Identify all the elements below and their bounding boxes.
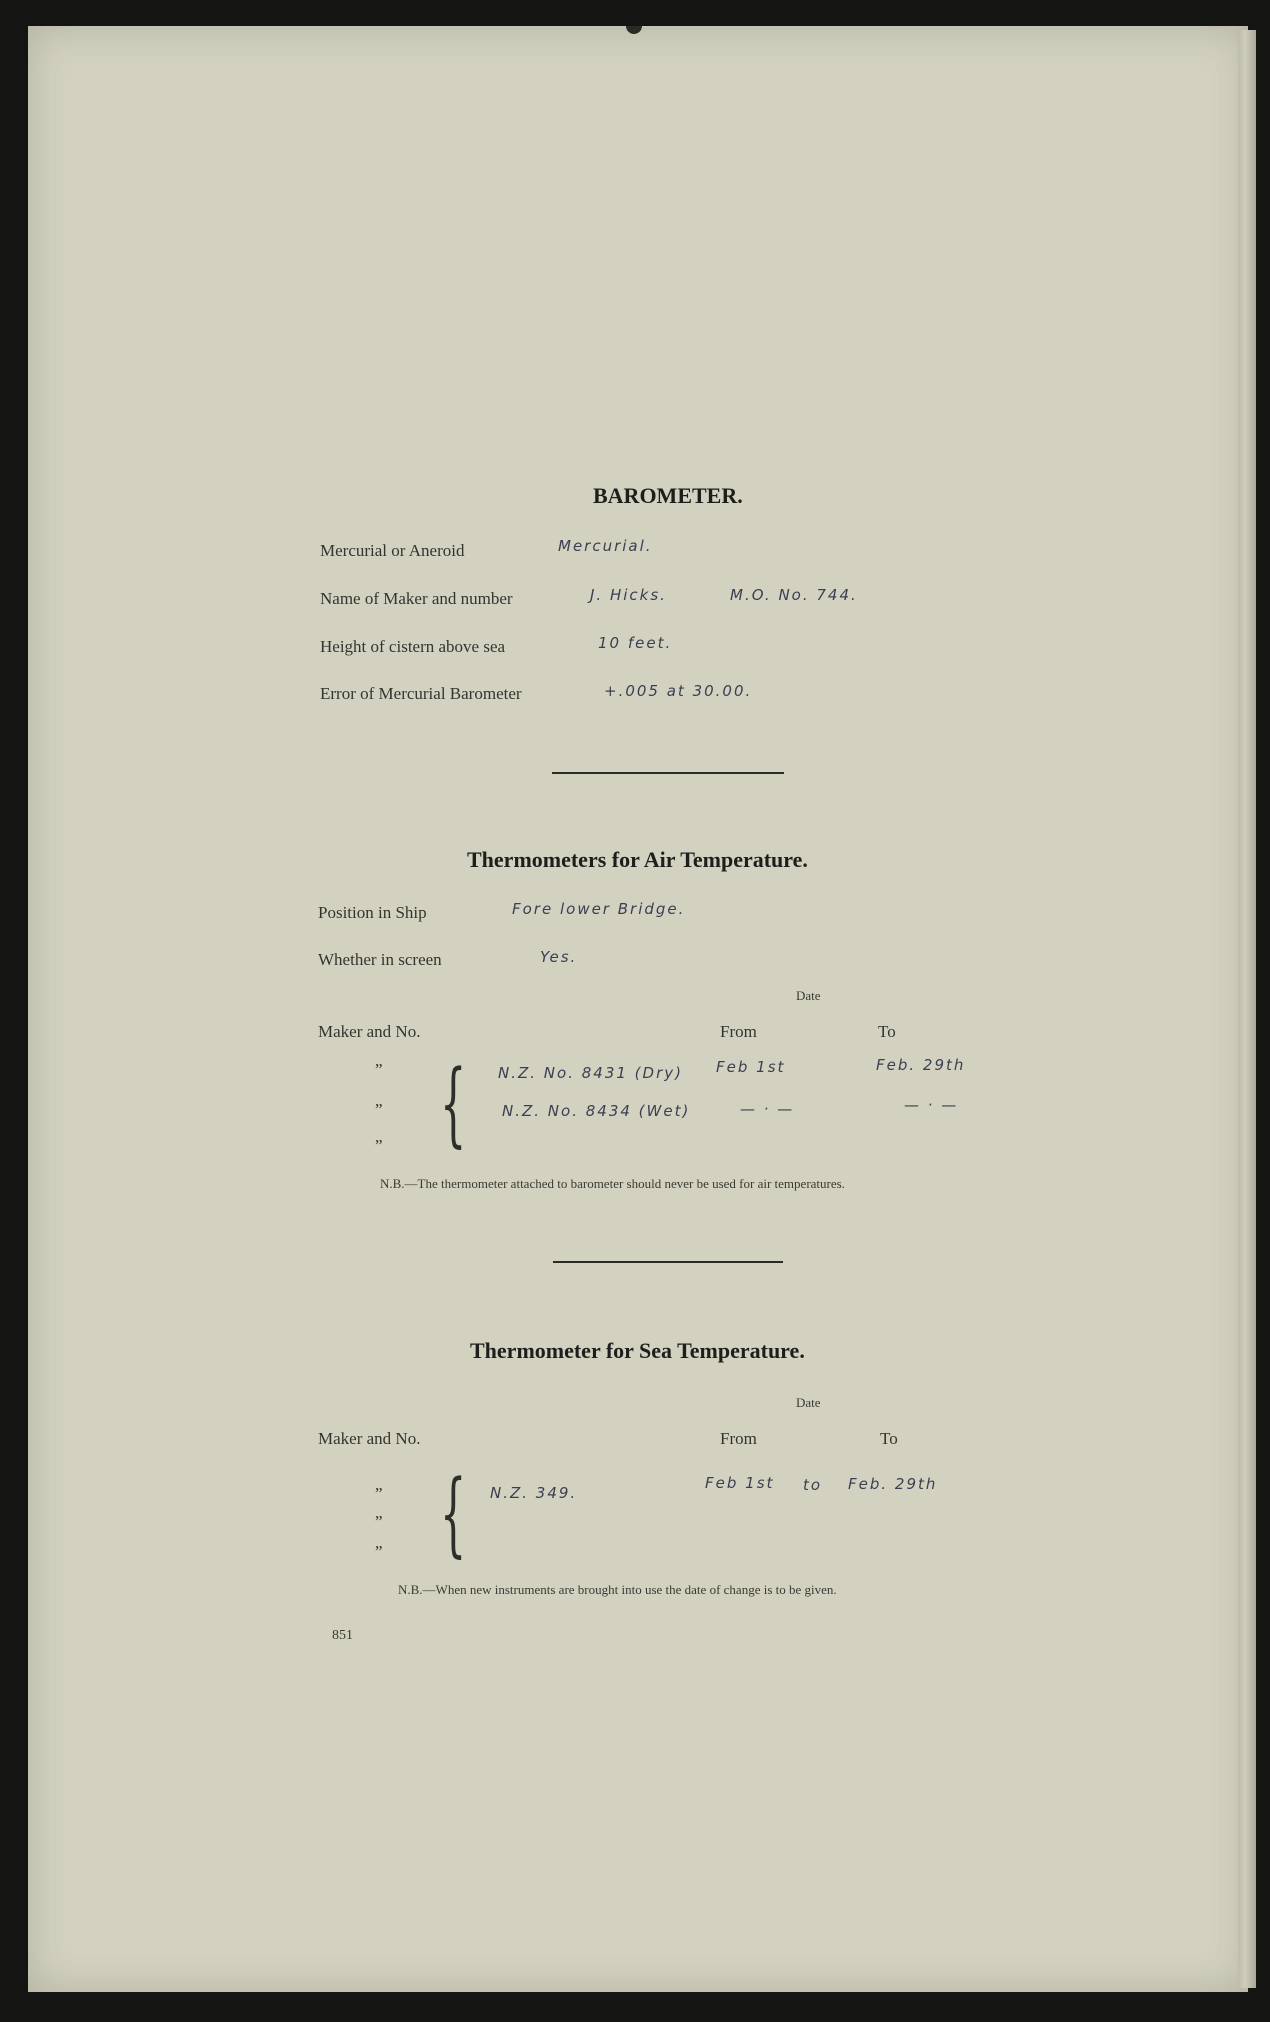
ditto-mark: ” [375,1512,383,1531]
air-entry-maker: N.Z. No. 8431 (Dry) [498,1064,683,1082]
screen-value: Yes. [540,948,578,966]
barometer-heading: BAROMETER. [593,483,743,508]
position-label: Position in Ship [318,903,427,922]
barometer-type-value: Mercurial. [558,537,653,555]
ditto-mark: ” [375,1060,383,1079]
air-entry-from: Feb 1st [716,1058,786,1076]
air-from-label: From [720,1022,757,1041]
sea-entry-maker: N.Z. 349. [490,1484,578,1502]
air-maker-label: Maker and No. [318,1022,421,1041]
barometer-maker-label: Name of Maker and number [320,589,513,608]
sea-entry-sep: to [803,1476,823,1494]
barometer-height-label: Height of cistern above sea [320,637,506,656]
air-date-label: Date [796,988,821,1003]
barometer-error-value: +.005 at 30.00. [604,682,753,700]
ditto-mark: ” [375,1136,383,1155]
position-value: Fore lower Bridge. [512,900,686,918]
sea-maker-label: Maker and No. [318,1429,421,1448]
air-note: N.B.—The thermometer attached to barometer should never be used for air temperatures. [380,1176,845,1191]
sea-note: N.B.—When new instruments are brought into use the date of change is to be given. [398,1582,837,1597]
sea-to-label: To [880,1429,898,1448]
sea-entry-to: Feb. 29th [848,1475,938,1493]
barometer-number-value: M.O. No. 744. [730,586,858,604]
barometer-error-label: Error of Mercurial Barometer [320,684,522,703]
brace: { [440,1460,467,1567]
screen-label: Whether in screen [318,950,442,969]
sea-heading: Thermometer for Sea Temperature. [470,1338,805,1363]
air-entry-to: — · — [904,1096,959,1114]
ditto-mark: ” [375,1484,383,1503]
section-divider [553,1261,783,1263]
barometer-height-value: 10 feet. [598,634,673,652]
ditto-mark: ” [375,1542,383,1561]
form-number: 851 [332,1628,353,1643]
air-entry-maker: N.Z. No. 8434 (Wet) [502,1102,691,1120]
section-divider [552,772,784,774]
sea-entry-from: Feb 1st [705,1474,775,1492]
sea-from-label: From [720,1429,757,1448]
air-to-label: To [878,1022,896,1041]
air-entry-to: Feb. 29th [876,1056,966,1074]
brace: { [440,1050,467,1157]
page-edge [1238,30,1256,1988]
air-heading: Thermometers for Air Temperature. [467,847,808,872]
sea-date-label: Date [796,1395,821,1410]
barometer-maker-value: J. Hicks. [590,586,667,604]
air-entry-from: — · — [740,1100,795,1118]
form-page [28,26,1248,1992]
barometer-type-label: Mercurial or Aneroid [320,541,465,560]
ditto-mark: ” [375,1100,383,1119]
